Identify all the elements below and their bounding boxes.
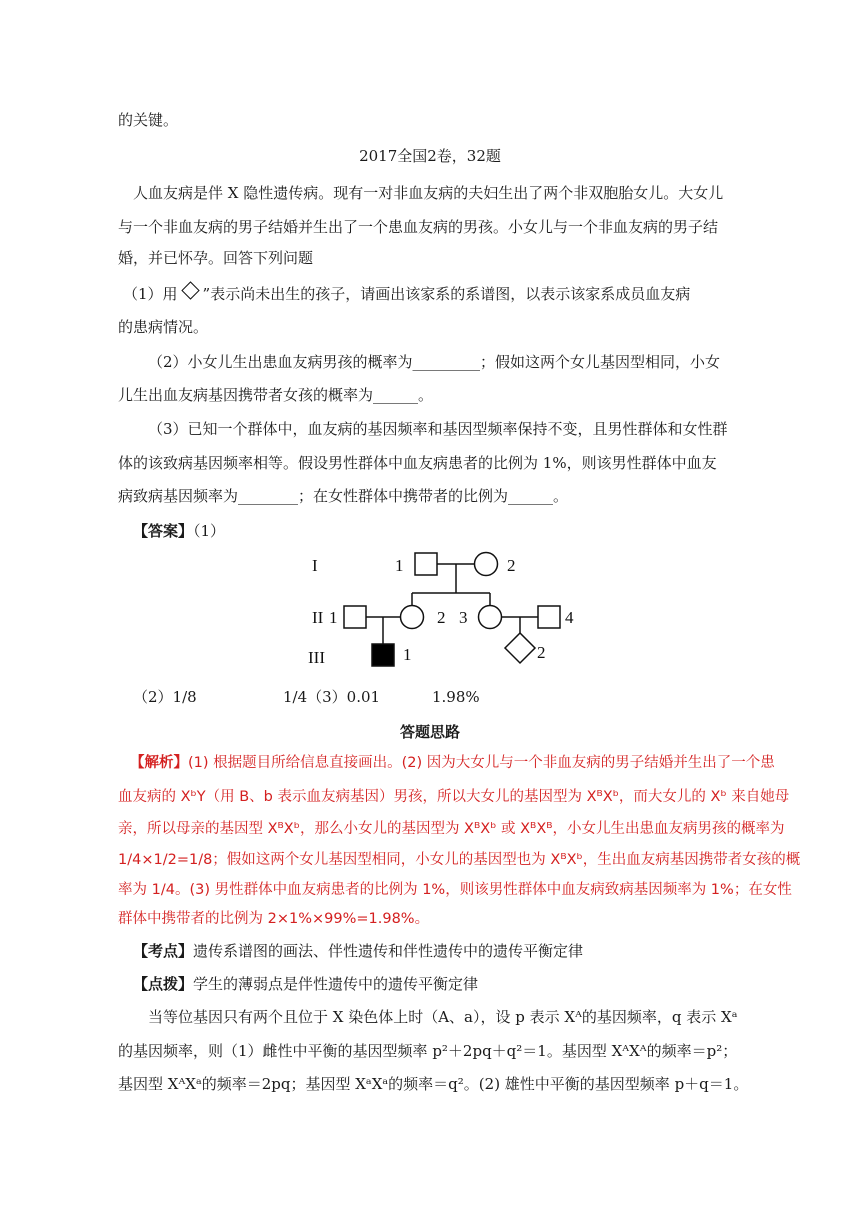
I2-female-symbol [475,553,498,576]
q3-line-1: （3）已知一个群体中，血友病的基因频率和基因型频率保持不变，且男性群体和女性群 [148,420,728,438]
answer-part2-b: 1/4（3）0.01 [283,688,381,706]
answer-label: 【答案】 [133,522,194,540]
gen-I-label: I [312,556,318,575]
analysis-line-2: 血友病的 XᵇY（用 B、b 表示血友病基因）男孩，所以大女儿的基因型为 XᴮXᵇ，而大女儿的 Xᵇ 来自她母 [118,789,790,805]
dianbo-text: 学生的薄弱点是伴性遗传中的遗传平衡定律 [193,975,479,993]
III1-affected-male-symbol [372,644,394,666]
answer-part2-a: （2）1/8 [133,688,197,706]
label-I2: 2 [507,556,516,575]
label-II1: 1 [329,608,338,627]
question-stem-line-3: 婚，并已怀孕。回答下列问题 [118,249,314,267]
explanation-line-1: 当等位基因只有两个且位于 X 染色体上时（A、a），设 p 表示 Xᴬ的基因频率，q 表示 Xᵃ [148,1008,738,1026]
pedigree-chart [298,543,588,683]
q1-suffix: ”表示尚未出生的孩子，请画出该家系的系谱图，以表示该家系成员血友病 [202,285,691,303]
kaodian-line [133,940,583,962]
explanation-line-3: 基因型 XᴬXᵃ的频率＝2pq；基因型 XᵃXᵃ的频率＝q²。(2) 雄性中平衡的基因型频率 p＋q＝1。 [118,1075,749,1093]
kaodian-text: 遗传系谱图的画法、伴性遗传和伴性遗传中的遗传平衡定律 [193,942,584,960]
label-II3: 3 [459,608,468,627]
label-III2: 2 [537,643,546,662]
q1-line-1 [123,283,690,305]
question-title: 2017全国2卷，32题 [359,147,501,165]
analysis-line-3: 亲，所以母亲的基因型 XᴮXᵇ，那么小女儿的基因型为 XᴮXᵇ 或 XᴮXᴮ，小女儿生出患血友病男孩的概率为 [118,821,785,837]
label-II2: 2 [437,608,446,627]
answer-part3-b: 1.98% [432,688,480,706]
question-stem-line-2: 与一个非血友病的男子结婚并生出了一个患血友病的男孩。小女儿与一个非血友病的男子结 [118,218,719,236]
II3-female-symbol [479,606,502,629]
answer-line-2 [133,686,197,708]
label-III1: 1 [403,645,412,664]
II1-male-symbol [344,606,366,628]
intro-tail: 的关键。 [118,111,179,129]
analysis-tag: 【解析】 [130,755,188,771]
answer-line [133,520,225,542]
gen-III-label: III [308,648,325,667]
analysis-line-1 [130,752,775,774]
q1-line-2: 的患病情况。 [118,318,209,336]
thinking-heading: 答题思路 [399,723,460,741]
q2-line-2: 儿生出血友病基因携带者女孩的概率为______。 [118,386,434,404]
q2-line-1: （2）小女儿生出患血友病男孩的概率为_________；假如这两个女儿基因型相同，小女 [148,353,721,371]
question-stem-line-1: 人血友病是伴 X 隐性遗传病。现有一对非血友病的夫妇生出了两个非双胞胎女儿。大女儿 [133,184,724,202]
answer-part1: （1） [193,522,226,540]
I1-male-symbol [415,553,437,575]
kaodian-label: 【考点】 [133,942,194,960]
dianbo-line [133,973,478,995]
diamond-symbol-icon [181,281,199,299]
explanation-line-2: 的基因频率，则（1）雌性中平衡的基因型频率 p²＋2pq＋q²＝1。基因型 XᴬXᴬ的频率＝p²； [118,1042,738,1060]
analysis-line-4: 1/4×1/2=1/8；假如这两个女儿基因型相同，小女儿的基因型也为 XᴮXᵇ，生出血友病基因携带者女孩的概 [118,852,801,868]
q1-prefix: （1）用 [123,285,178,303]
II4-male-symbol [538,606,560,628]
dianbo-label: 【点拨】 [133,975,194,993]
q3-line-3: 病致病基因频率为________；在女性群体中携带者的比例为______。 [118,487,569,505]
label-II4: 4 [565,608,574,627]
label-I1: 1 [395,556,404,575]
II2-female-symbol [401,606,424,629]
analysis-line-6: 群体中携带者的比例为 2×1%×99%=1.98%。 [118,911,430,927]
q3-line-2: 体的该致病基因频率相等。假设男性群体中血友病患者的比例为 1%，则该男性群体中血友 [118,454,717,472]
III2-unborn-diamond-symbol [505,633,535,663]
analysis-text-1: (1) 根据题目所给信息直接画出。(2) 因为大女儿与一个非血友病的男子结婚并生出了一个患 [188,755,775,771]
gen-II-label: II [312,608,324,627]
analysis-line-5: 率为 1/4。(3) 男性群体中血友病患者的比例为 1%，则该男性群体中血友病致病基因频率为 1%；在女性 [118,882,792,898]
